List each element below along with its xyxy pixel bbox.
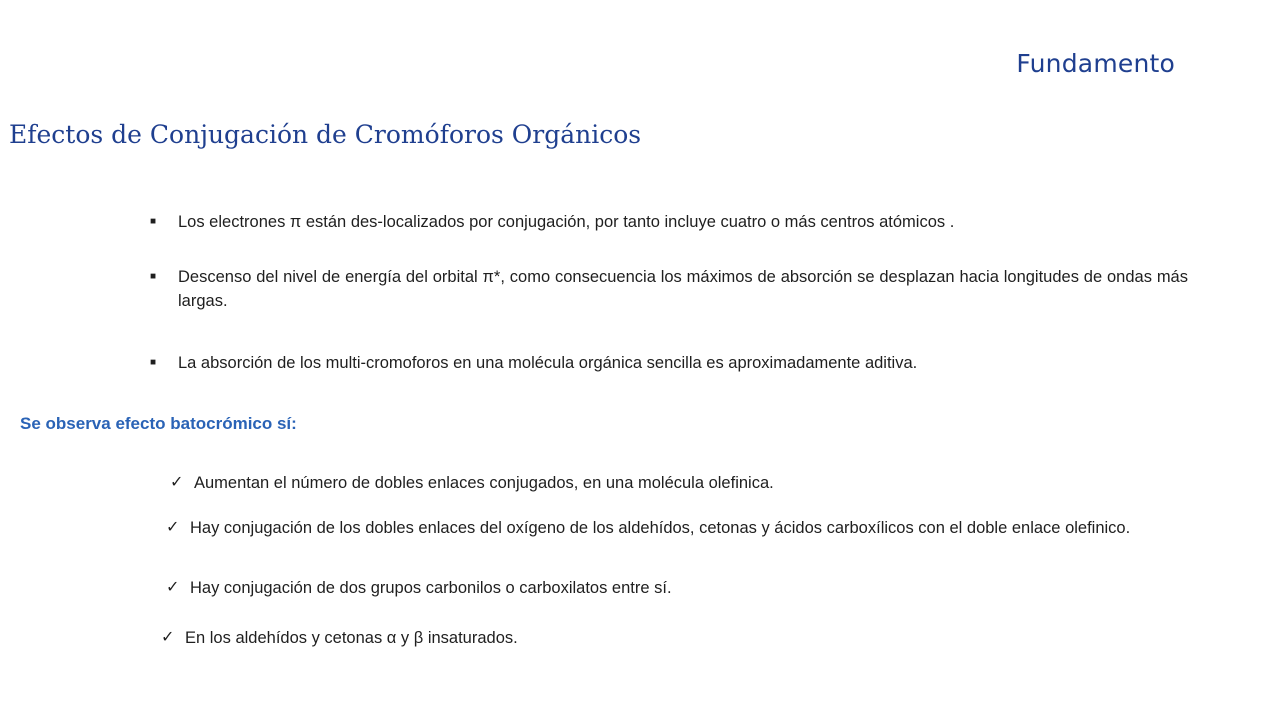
square-bullet-icon: ■ (150, 216, 157, 227)
bullet-text-2: Descenso del nivel de energía del orbital π*, como consecuencia los máximos de absorción se desplazan hacia longitudes de ondas más largas. (178, 268, 1188, 310)
bullet-text-3: La absorción de los multi-cromoforos en una molécula orgánica sencilla es aproximadamente aditiva. (178, 354, 918, 372)
bullet-item-2 (150, 265, 1188, 313)
bullet-text-1: Los electrones π están des-localizados por conjugación, por tanto incluye cuatro o más centros atómicos . (178, 213, 955, 231)
checkmark-icon: ✓ (166, 579, 180, 596)
check-item-2 (166, 516, 1224, 540)
check-text-1: Aumentan el número de dobles enlaces conjugados, en una molécula olefinica. (194, 474, 774, 492)
bullet-item-1 (150, 210, 1188, 234)
check-text-4: En los aldehídos y cetonas α y β insaturados. (185, 629, 518, 647)
checkmark-icon: ✓ (170, 474, 184, 491)
bullet-item-3 (150, 351, 1188, 375)
check-text-2: Hay conjugación de los dobles enlaces del oxígeno de los aldehídos, cetonas y ácidos carboxílicos con el doble enlace olefinico. (190, 519, 1131, 537)
check-item-4 (161, 626, 1161, 650)
checkmark-icon: ✓ (166, 519, 180, 536)
square-bullet-icon: ■ (150, 357, 157, 368)
subheading: Se observa efecto batocrómico sí: (20, 414, 297, 433)
slide-title: Efectos de Conjugación de Cromóforos Orgánicos (9, 120, 642, 149)
check-text-3: Hay conjugación de dos grupos carbonilos o carboxilatos entre sí. (190, 579, 672, 597)
checkmark-icon: ✓ (161, 629, 175, 646)
section-label: Fundamento (1016, 49, 1175, 78)
square-bullet-icon: ■ (150, 271, 157, 282)
check-item-1 (170, 471, 1170, 495)
check-item-3 (166, 576, 1166, 600)
